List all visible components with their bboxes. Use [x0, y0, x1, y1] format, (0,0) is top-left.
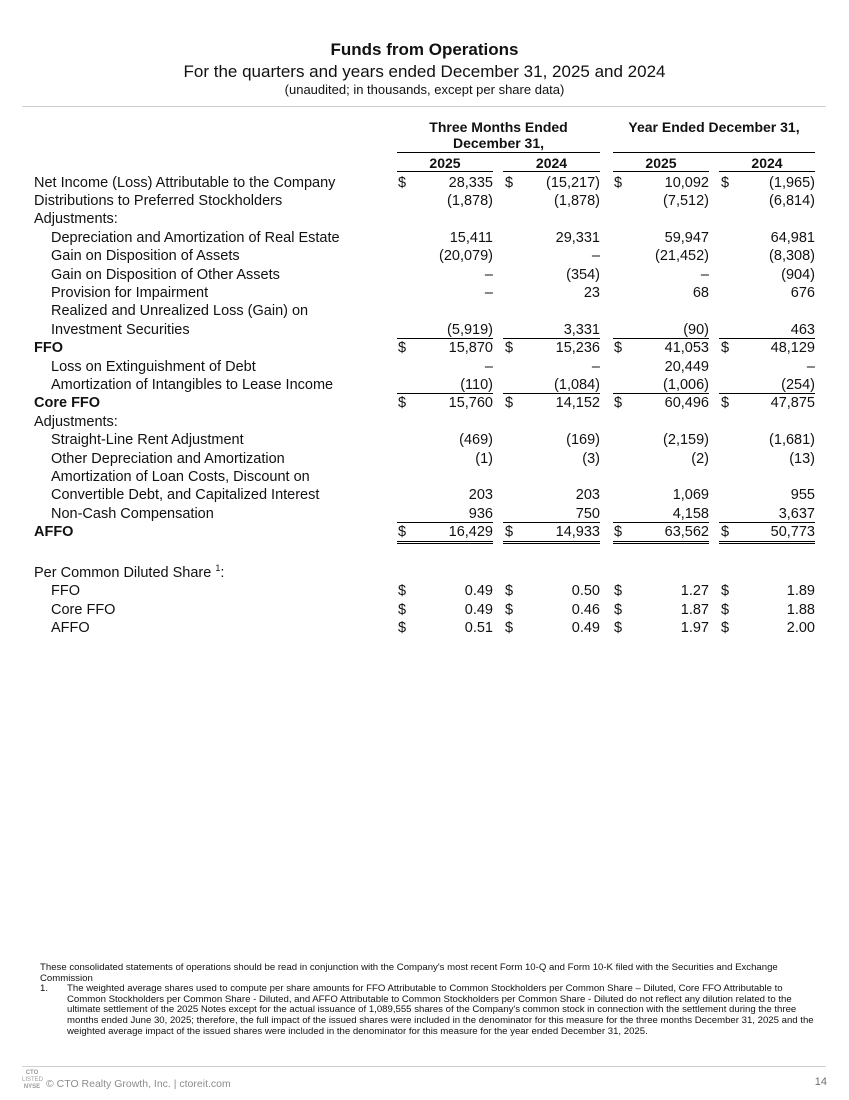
- cell-value: 1.87: [680, 601, 709, 618]
- currency-symbol: $: [398, 174, 407, 191]
- cell-value: 1.27: [680, 583, 709, 600]
- cell-value: 0.46: [571, 601, 600, 618]
- row-label: Loss on Extinguishment of Debt: [51, 358, 256, 375]
- page-subtitle: For the quarters and years ended December 31, 2025 and 2024: [183, 62, 666, 81]
- per-share-row: [0, 619, 849, 637]
- cell-value: (1,965): [769, 174, 815, 191]
- subtotal-rule: [397, 522, 493, 523]
- header-three-months: Three Months Ended December 31,: [429, 119, 568, 151]
- currency-symbol: $: [398, 620, 407, 637]
- cell-value: 64,981: [770, 229, 815, 246]
- cell-value: –: [700, 266, 709, 283]
- currency-symbol: $: [505, 620, 514, 637]
- total-double-rule: [613, 541, 709, 544]
- footnote-number: 1.: [40, 983, 49, 995]
- cell-value: 203: [575, 487, 600, 504]
- cell-value: 2.00: [786, 620, 815, 637]
- subtotal-rule: [719, 393, 815, 394]
- cell-value: 29,331: [555, 229, 600, 246]
- cell-value: 750: [575, 505, 600, 522]
- cell-value: 14,152: [555, 395, 600, 412]
- currency-symbol: $: [614, 524, 623, 541]
- row-label: FFO: [51, 583, 80, 600]
- row-label: Convertible Debt, and Capitalized Interest: [51, 487, 320, 504]
- currency-symbol: $: [398, 340, 407, 357]
- subtotal-rule: [719, 338, 815, 339]
- cell-value: (904): [781, 266, 815, 283]
- row-label: Core FFO: [51, 601, 116, 618]
- currency-symbol: $: [614, 620, 623, 637]
- currency-symbol: $: [398, 601, 407, 618]
- top-divider: [22, 106, 826, 107]
- cell-value: (1,878): [447, 192, 493, 209]
- currency-symbol: $: [721, 174, 730, 191]
- row-label: Amortization of Intangibles to Lease Income: [51, 376, 334, 393]
- total-double-rule: [397, 541, 493, 544]
- row-label: Investment Securities: [51, 321, 190, 338]
- currency-symbol: $: [721, 583, 730, 600]
- currency-symbol: $: [398, 524, 407, 541]
- table-row: [0, 339, 849, 357]
- currency-symbol: $: [398, 583, 407, 600]
- subtotal-rule: [719, 522, 815, 523]
- cell-value: 47,875: [770, 395, 815, 412]
- page-number: 14: [814, 1076, 827, 1088]
- cell-value: 15,411: [449, 229, 493, 246]
- cell-value: 16,429: [448, 524, 493, 541]
- currency-symbol: $: [398, 395, 407, 412]
- currency-symbol: $: [721, 524, 730, 541]
- per-share-row: [0, 582, 849, 600]
- cell-value: 3,331: [563, 321, 600, 338]
- header-year-ended-rule: [613, 152, 815, 153]
- row-label: Non-Cash Compensation: [51, 505, 214, 522]
- subtotal-rule: [613, 522, 709, 523]
- footnote-text: The weighted average shares used to compute per share amounts for FFO Attributable to Common Stockholders per Common Share – Diluted, Core FFO Attributable to Common Stockholders per Common Share - Diluted, and AFFO Attributable to Common Stockholders per Common Share - Diluted do not reflect any dilution related to the ultimate settlement of the 2025 Notes except for the actual issuance of 1,089,555 shares of the Company's common stock in connection with the settlement during the three months ended June 30, 2025; therefore, the full impact of the issued shares were included in the denominator for this measure for the three months December 31, 2025 and the weighted average impact of the issued shares were included in the denominator for this measure for the year ended December 31, 2025.: [67, 983, 814, 1037]
- currency-symbol: $: [505, 174, 514, 191]
- table-row: [0, 192, 849, 210]
- currency-symbol: $: [505, 583, 514, 600]
- currency-symbol: $: [721, 395, 730, 412]
- cell-value: 15,760: [448, 395, 493, 412]
- subtotal-rule: [503, 338, 600, 339]
- cell-value: 60,496: [664, 395, 709, 412]
- units-note: (unaudited; in thousands, except per share data): [284, 82, 565, 97]
- currency-symbol: $: [505, 340, 514, 357]
- cell-value: 10,092: [664, 174, 709, 191]
- cell-value: (21,452): [654, 248, 709, 265]
- cell-value: (13): [789, 450, 815, 467]
- col-header-y-2025: 2025: [645, 155, 677, 171]
- table-row: [0, 321, 849, 339]
- row-label: Net Income (Loss) Attributable to the Company: [34, 174, 336, 191]
- cell-value: 48,129: [770, 340, 815, 357]
- col-rule: [397, 171, 493, 172]
- logo-line: CTO: [25, 1070, 39, 1076]
- currency-symbol: $: [614, 340, 623, 357]
- cell-value: 0.49: [571, 620, 600, 637]
- row-label: Depreciation and Amortization of Real Estate: [51, 229, 340, 246]
- header-three-months-rule: [397, 152, 600, 153]
- cell-value: (90): [683, 321, 709, 338]
- col-rule: [503, 171, 600, 172]
- cell-value: 63,562: [664, 524, 709, 541]
- cell-value: 23: [583, 284, 600, 301]
- currency-symbol: $: [614, 395, 623, 412]
- currency-symbol: $: [721, 601, 730, 618]
- nyse-logo: [22, 1070, 42, 1091]
- cell-value: 1,069: [672, 487, 709, 504]
- cell-value: (1,006): [663, 376, 709, 393]
- bottom-divider: [22, 1066, 826, 1067]
- cell-value: 0.49: [464, 601, 493, 618]
- per-share-row: [0, 601, 849, 619]
- cell-value: 20,449: [664, 358, 709, 375]
- table-row: [0, 450, 849, 468]
- cell-value: –: [484, 266, 493, 283]
- subtotal-rule: [397, 393, 493, 394]
- cell-value: 4,158: [672, 505, 709, 522]
- table-row: [0, 247, 849, 265]
- footnotes: [40, 963, 815, 1037]
- table-row: [0, 431, 849, 449]
- row-label: Gain on Disposition of Other Assets: [51, 266, 280, 283]
- cell-value: 0.49: [464, 583, 493, 600]
- table-row: [0, 413, 849, 431]
- header-year-ended: Year Ended December 31,: [628, 119, 800, 135]
- table-row: [0, 358, 849, 376]
- cell-value: –: [806, 358, 815, 375]
- cell-value: –: [484, 284, 493, 301]
- currency-symbol: $: [721, 340, 730, 357]
- row-label: Other Depreciation and Amortization: [51, 450, 285, 467]
- subtotal-rule: [613, 393, 709, 394]
- cell-value: 955: [790, 487, 815, 504]
- cell-value: –: [591, 248, 600, 265]
- heading-suffix: :: [220, 565, 225, 581]
- total-double-rule: [503, 541, 600, 544]
- col-rule: [719, 171, 815, 172]
- footnote-intro: These consolidated statements of operations should be read in conjunction with the Company's most recent Form 10-Q and Form 10-K filed with the Securities and Exchange Commission: [40, 962, 778, 984]
- cell-value: 936: [468, 505, 493, 522]
- cell-value: 41,053: [664, 340, 709, 357]
- cell-value: 15,870: [448, 340, 493, 357]
- col-header-y-2024: 2024: [751, 155, 783, 171]
- logo-line: NYSE: [23, 1084, 41, 1090]
- row-label: Straight-Line Rent Adjustment: [51, 432, 244, 449]
- col-header-q-2025: 2025: [429, 155, 461, 171]
- row-label: Adjustments:: [34, 211, 118, 228]
- per-share-heading-text: Per Common Diluted Share: [34, 565, 212, 581]
- currency-symbol: $: [614, 174, 623, 191]
- cell-value: (254): [781, 376, 815, 393]
- table-row: [0, 505, 849, 523]
- table-row: [0, 210, 849, 228]
- col-header-q-2024: 2024: [535, 155, 568, 171]
- currency-symbol: $: [721, 620, 730, 637]
- table-row: [0, 486, 849, 504]
- cell-value: (15,217): [545, 174, 600, 191]
- currency-symbol: $: [505, 395, 514, 412]
- cell-value: 203: [468, 487, 493, 504]
- cell-value: (110): [460, 376, 493, 393]
- cell-value: 3,637: [778, 505, 815, 522]
- cell-value: 676: [790, 284, 815, 301]
- cell-value: (469): [459, 432, 493, 449]
- per-share-heading-label: [34, 564, 224, 582]
- table-row: [0, 302, 849, 320]
- cell-value: 1.88: [786, 601, 815, 618]
- cell-value: 14,933: [555, 524, 600, 541]
- row-label: Provision for Impairment: [51, 284, 209, 301]
- cell-value: 1.97: [680, 620, 709, 637]
- cell-value: (354): [566, 266, 600, 283]
- subtotal-rule: [503, 522, 600, 523]
- currency-symbol: $: [614, 583, 623, 600]
- row-label: AFFO: [34, 524, 74, 541]
- table-row: [0, 523, 849, 541]
- cell-value: (6,814): [769, 192, 815, 209]
- table-row: [0, 266, 849, 284]
- subtotal-rule: [503, 393, 600, 394]
- cell-value: (5,919): [447, 321, 493, 338]
- cell-value: (8,308): [769, 248, 815, 265]
- total-double-rule: [719, 541, 815, 544]
- cell-value: (7,512): [663, 192, 709, 209]
- row-label: Amortization of Loan Costs, Discount on: [51, 468, 310, 485]
- row-label: Distributions to Preferred Stockholders: [34, 192, 283, 209]
- logo-line: LISTED: [22, 1077, 44, 1083]
- cell-value: 1.89: [786, 583, 815, 600]
- col-rule: [613, 171, 709, 172]
- row-label: FFO: [34, 340, 63, 357]
- cell-value: 59,947: [664, 229, 709, 246]
- cell-value: (1): [475, 450, 493, 467]
- cell-value: 50,773: [770, 524, 815, 541]
- page-title: Funds from Operations: [330, 40, 519, 59]
- cell-value: (1,681): [769, 432, 815, 449]
- cell-value: (1,878): [554, 192, 600, 209]
- cell-value: (20,079): [438, 248, 493, 265]
- table-row: [0, 376, 849, 394]
- cell-value: (1,084): [554, 376, 600, 393]
- table-row: [0, 229, 849, 247]
- cell-value: 68: [692, 284, 709, 301]
- currency-symbol: $: [505, 601, 514, 618]
- row-label: Core FFO: [34, 395, 101, 412]
- row-label: Adjustments:: [34, 413, 118, 430]
- cell-value: –: [591, 358, 600, 375]
- cell-value: 0.51: [464, 620, 493, 637]
- table-row: [0, 468, 849, 486]
- cell-value: 463: [790, 321, 815, 338]
- footer-copyright: © CTO Realty Growth, Inc. | ctoreit.com: [46, 1078, 231, 1090]
- currency-symbol: $: [505, 524, 514, 541]
- cell-value: (169): [566, 432, 600, 449]
- subtotal-rule: [613, 338, 709, 339]
- per-share-heading: [0, 564, 849, 582]
- cell-value: (2): [691, 450, 709, 467]
- cell-value: (2,159): [663, 432, 709, 449]
- cell-value: 15,236: [555, 340, 600, 357]
- footnote-item: [40, 984, 815, 1037]
- row-label: Realized and Unrealized Loss (Gain) on: [51, 303, 309, 320]
- row-label: Gain on Disposition of Assets: [51, 248, 240, 265]
- row-label: AFFO: [51, 620, 90, 637]
- table-row: [0, 174, 849, 192]
- cell-value: 28,335: [448, 174, 493, 191]
- cell-value: 0.50: [571, 583, 600, 600]
- currency-symbol: $: [614, 601, 623, 618]
- subtotal-rule: [397, 338, 493, 339]
- cell-value: –: [484, 358, 493, 375]
- cell-value: (3): [582, 450, 600, 467]
- table-row: [0, 284, 849, 302]
- footnote-ref: 1: [215, 563, 221, 573]
- table-row: [0, 394, 849, 412]
